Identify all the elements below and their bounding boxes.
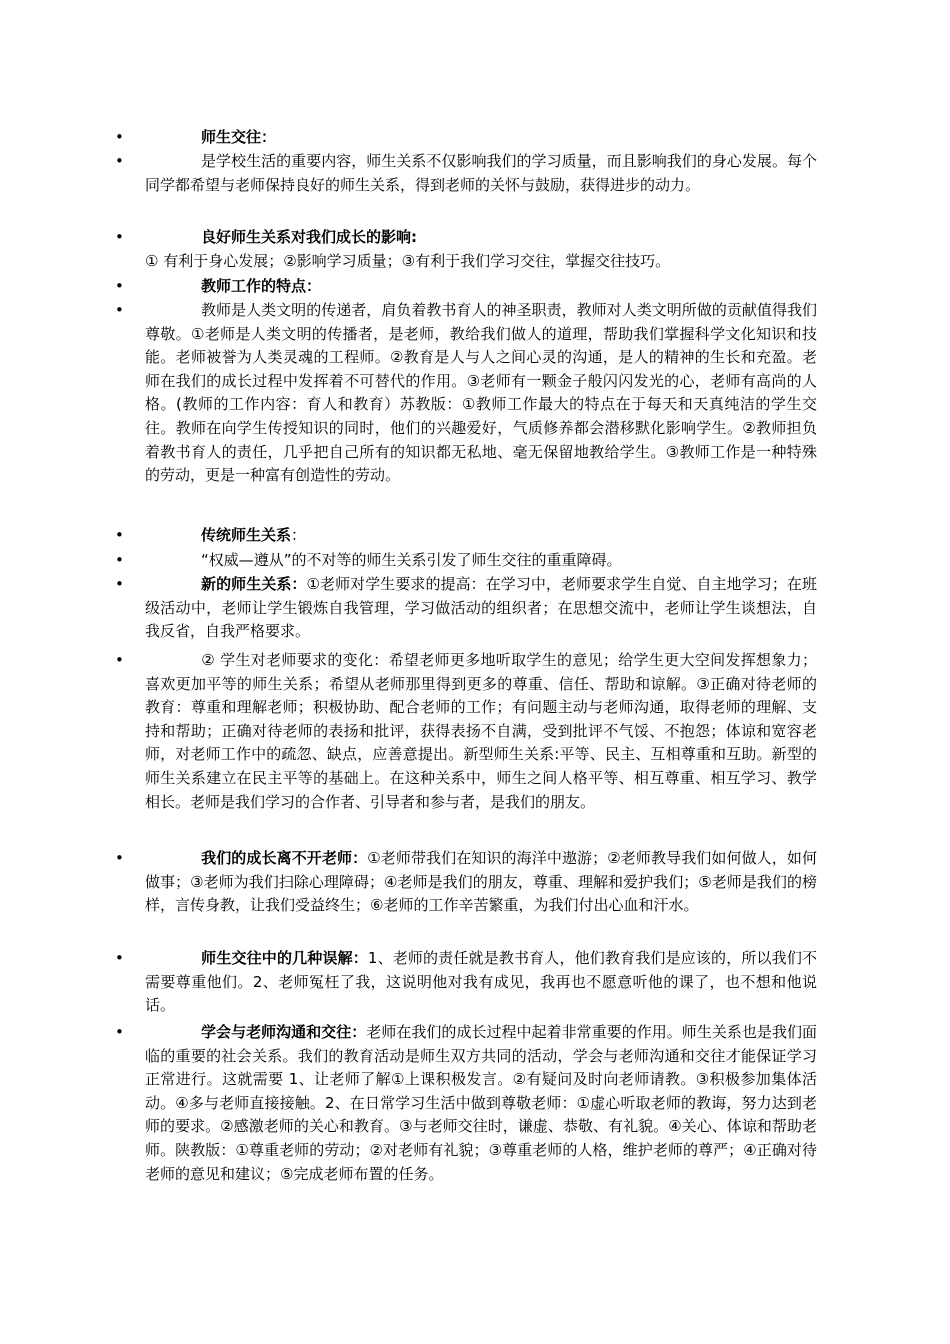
section-text: “权威—遵从”的不对等的师生关系引发了师生交往的重重障碍。: [201, 551, 622, 569]
section-text: 老师在我们的成长过程中起着非常重要的作用。师生关系也是我们面临的重要的社会关系。我们的教育活动是师生双方共同的活动，学会与老师沟通和交往才能保证学习正常进行。这就需要 1、让老师了解①上课积极发言。②有疑问及时向老师请教。③积极参加集体活动。④多与老师直接接触。2、在日常学习生活中做到尊敬老师：①虚心听取老师的教诲，努力达到老师的要求。②感激老师的关心和教育。③与老师交往时，谦虚、恭敬、有礼貌。④关心、体谅和帮助老师。陕教版：①尊重老师的劳动；②对老师有礼貌；③尊重老师的人格，维护老师的尊严；④正确对待老师的意见和建议；⑤完成老师布置的任务。: [145, 1023, 817, 1183]
section-item: [115, 649, 817, 814]
bullet: •: [115, 551, 124, 569]
bullet: •: [115, 651, 124, 669]
section-item: [115, 549, 817, 573]
section-text: ：: [291, 526, 307, 544]
bullet: •: [115, 849, 124, 867]
section-item: [115, 126, 817, 150]
bullet: •: [115, 1023, 124, 1041]
section-title: 我们的成长离不开老师：: [201, 849, 368, 867]
bullet: •: [115, 228, 124, 246]
section-title: 良好师生关系对我们成长的影响:: [201, 228, 418, 246]
section-text: 教师是人类文明的传递者，肩负着教书育人的神圣职责，教师对人类文明所做的贡献值得我们尊敬。①老师是人类文明的传播者，是老师，教给我们做人的道理，帮助我们掌握科学文化知识和技能。老师被誉为人类灵魂的工程师。②教育是人与人之间心灵的沟通，是人的精神的生长和充盈。老师在我们的成长过程中发挥着不可替代的作用。③老师有一颗金子般闪闪发光的心，老师有高尚的人格。(教师的工作内容：育人和教育）苏教版：①教师工作最大的特点在于每天和天真纯洁的学生交往。教师在向学生传授知识的同时，他们的兴趣爱好，气质修养都会潜移默化影响学生。②教师担负着教书育人的责任，几乎把自己所有的知识都无私地、毫无保留地教给学生。③教师工作是一种特殊的劳动，更是一种富有创造性的劳动。: [145, 301, 817, 485]
section-title: 师生交往中的几种误解：: [201, 949, 368, 967]
section-item: [115, 299, 817, 488]
section-title: 学会与老师沟通和交往：: [201, 1023, 367, 1041]
section-item: [115, 524, 817, 548]
bullet: •: [115, 277, 124, 295]
section-title: 新的师生关系：: [201, 575, 307, 593]
section-item: [115, 947, 817, 1018]
section-item: [115, 1021, 817, 1186]
bullet: •: [115, 152, 124, 170]
section-item: [115, 847, 817, 918]
section-text: 1、老师的责任就是教书育人，他们教育我们是应该的，所以我们不需要尊重他们。2、老师冤枉了我，这说明他对我有成见，我再也不愿意听他的课了，也不想和他说话。: [145, 949, 817, 1015]
section-text: ① 有利于身心发展；②影响学习质量；③有利于我们学习交往，掌握交往技巧。: [145, 252, 671, 270]
bullet: •: [115, 575, 124, 593]
section-title: 师生交往：: [201, 128, 277, 146]
section-item: [115, 573, 817, 644]
bullet: •: [115, 301, 124, 319]
section-text: ② 学生对老师要求的变化：希望老师更多地听取学生的意见；给学生更大空间发挥想象力；喜欢更加平等的师生关系；希望从老师那里得到更多的尊重、信任、帮助和谅解。③正确对待老师的教育：尊重和理解老师；积极协助、配合老师的工作；有问题主动与老师沟通，取得老师的理解、支持和帮助；正确对待老师的表扬和批评，获得表扬不自满，受到批评不气馁、不抱怨；体谅和宽容老师，对老师工作中的疏忽、缺点，应善意提出。新型师生关系:平等、民主、互相尊重和互助。新型的师生关系建立在民主平等的基础上。在这种关系中，师生之间人格平等、相互尊重、相互学习、教学相长。老师是我们学习的合作者、引导者和参与者，是我们的朋友。: [145, 651, 817, 811]
bullet: •: [115, 128, 124, 146]
section-text: ①老师对学生要求的提高：在学习中，老师要求学生自觉、自主地学习；在班级活动中，老师让学生锻炼自我管理，学习做活动的组织者；在思想交流中，老师让学生谈想法，自我反省，自我严格要求。: [145, 575, 817, 641]
section-item: [115, 150, 817, 197]
section-title: 教师工作的特点：: [201, 277, 322, 295]
section-text: ①老师带我们在知识的海洋中遨游；②老师教导我们如何做人，如何做事；③老师为我们扫除心理障碍；④老师是我们的朋友，尊重、理解和爱护我们；⑤老师是我们的榜样，言传身教，让我们受益终生；⑥老师的工作辛苦繁重，为我们付出心血和汗水。: [145, 849, 817, 915]
bullet: •: [115, 949, 124, 967]
section-text-plain: [145, 250, 817, 274]
section-item: [115, 275, 817, 299]
section-text: 是学校生活的重要内容，师生关系不仅影响我们的学习质量，而且影响我们的身心发展。每个同学都希望与老师保持良好的师生关系，得到老师的关怀与鼓励，获得进步的动力。: [145, 152, 817, 194]
bullet: •: [115, 526, 124, 544]
section-item: [115, 226, 817, 250]
section-title: 传统师生关系: [201, 526, 292, 544]
